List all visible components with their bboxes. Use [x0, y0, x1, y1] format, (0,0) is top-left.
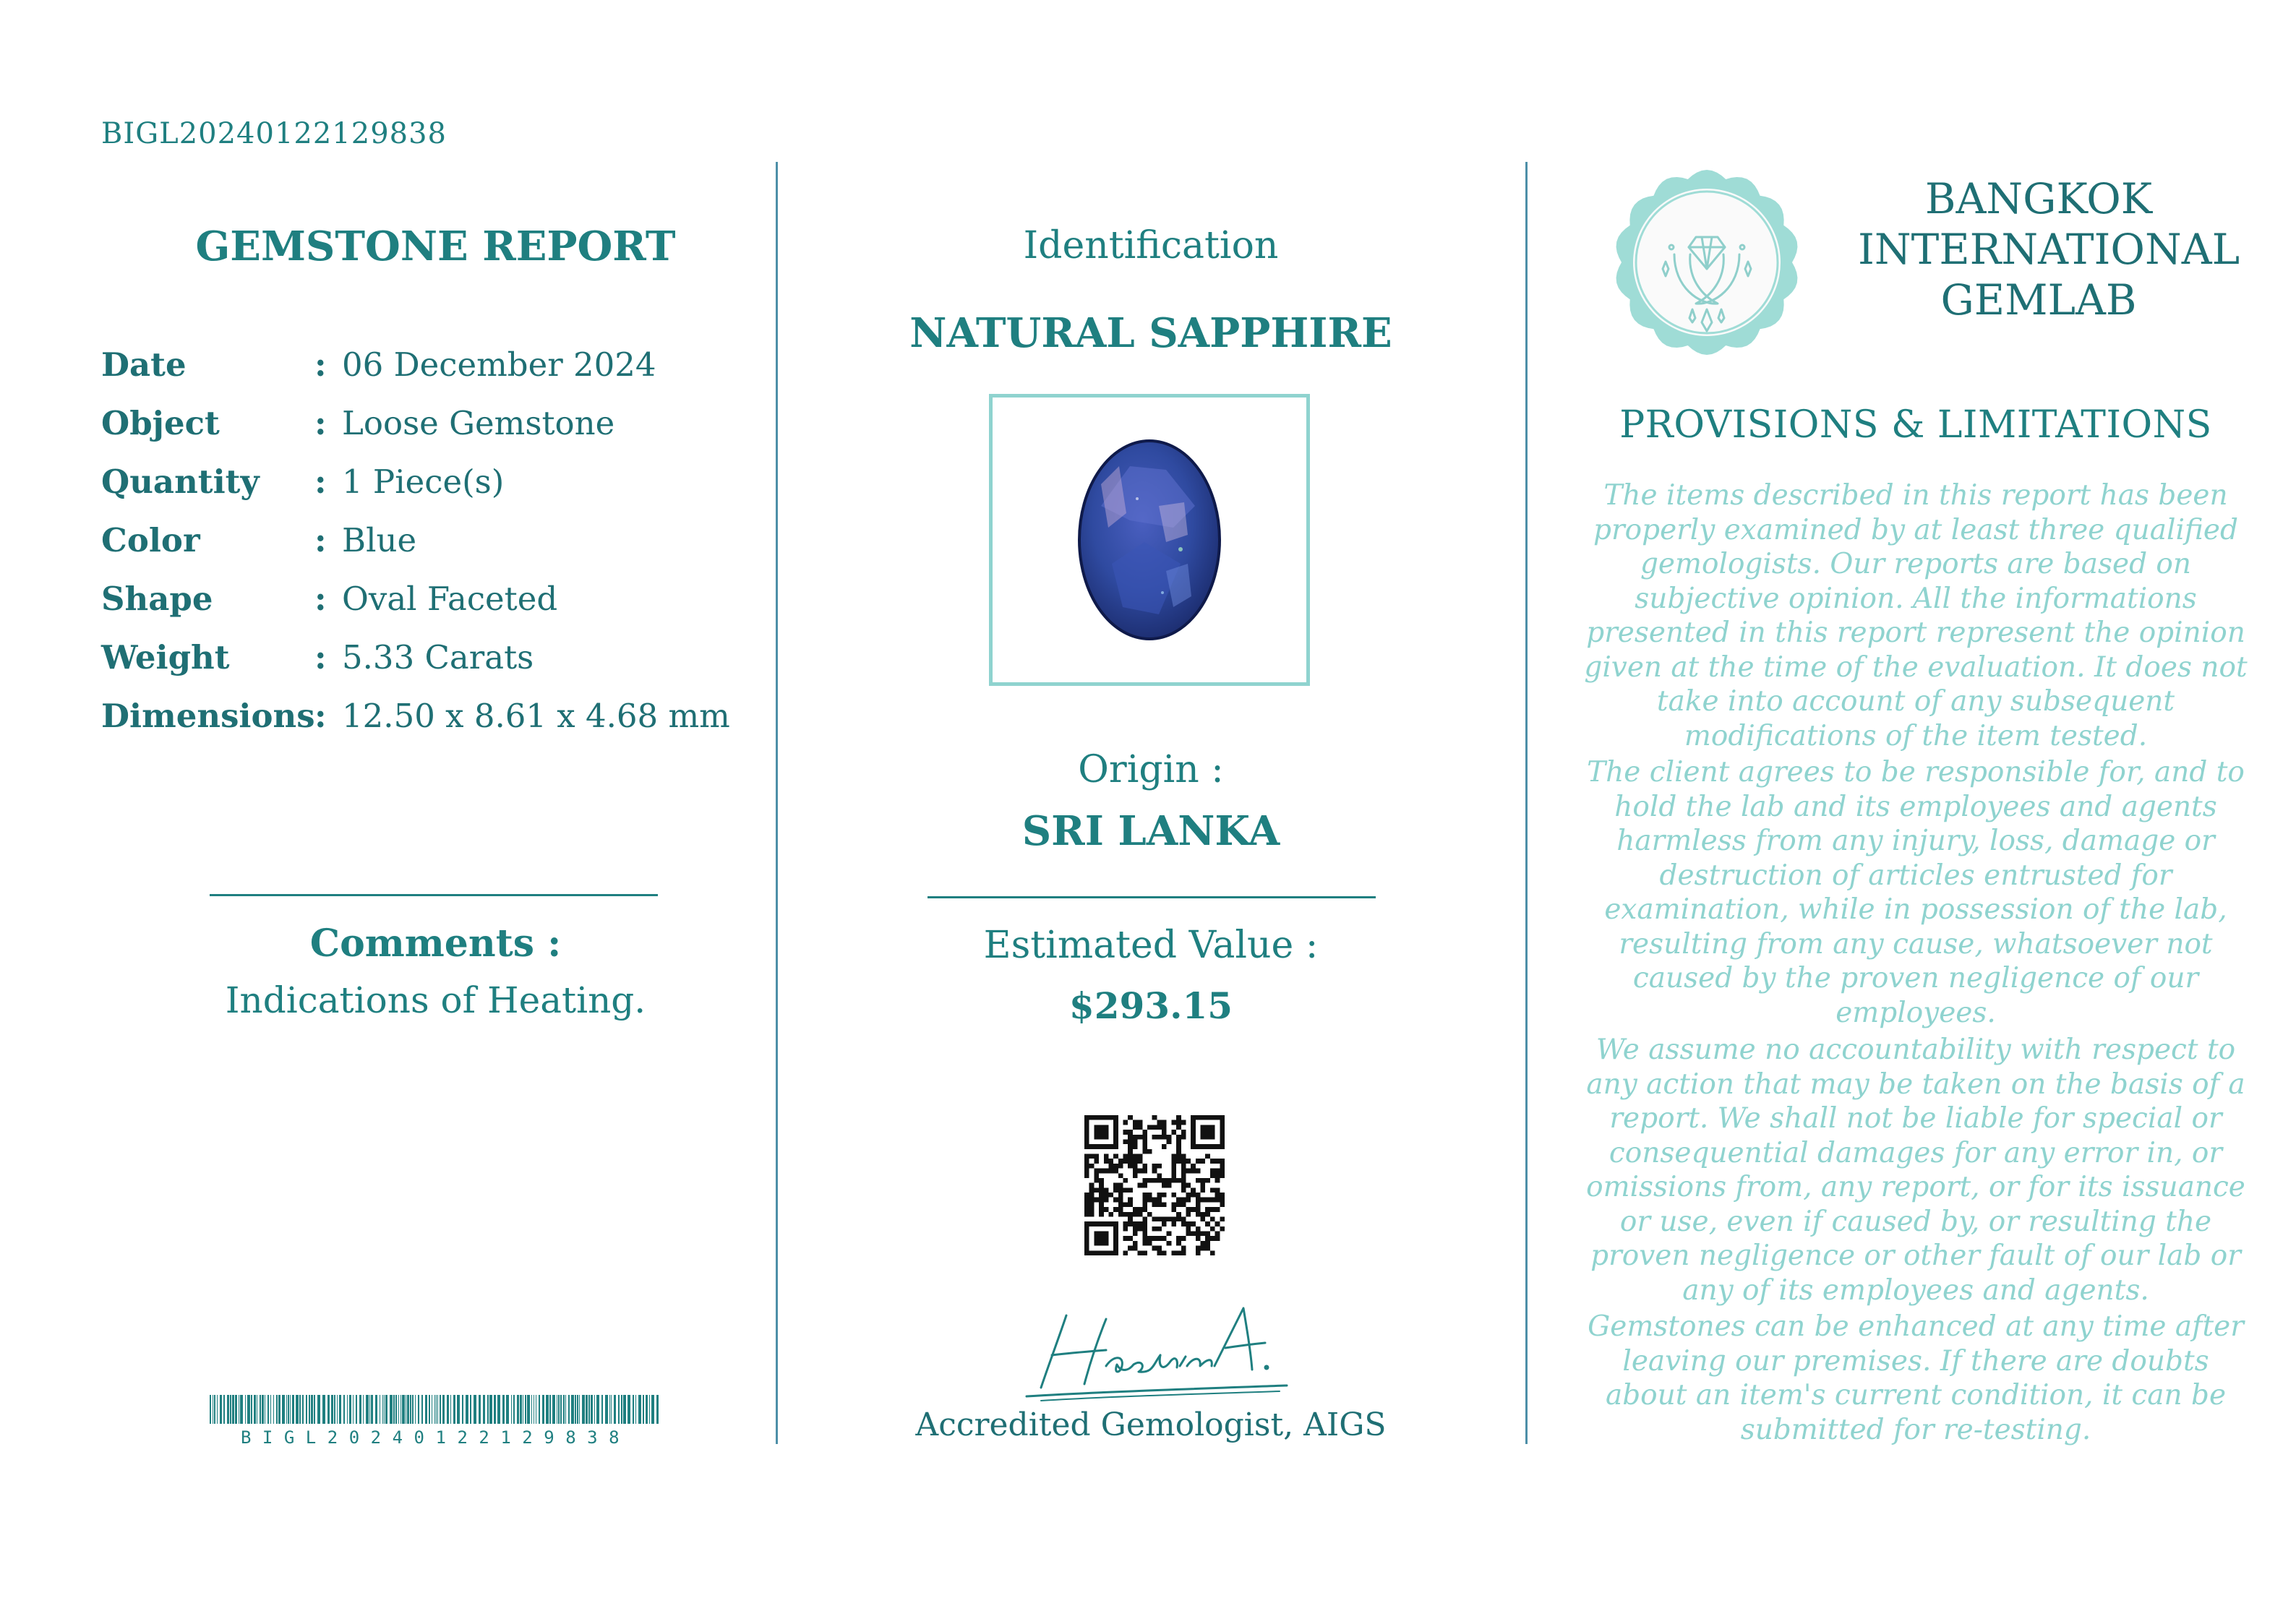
detail-value-shape: Oval Faceted: [342, 580, 558, 618]
column-divider-right: [1525, 162, 1528, 1444]
provisions-paragraph-4: Gemstones can be enhanced at any time after leaving our premises. If there are doubts about an item's current condition, it can be submitted for re-testing.: [1588, 1310, 2244, 1446]
identification-label: Identification: [1023, 224, 1279, 267]
detail-colon: :: [314, 345, 327, 384]
detail-label: Dimensions: [101, 697, 315, 735]
lab-name-line-2: INTERNATIONAL: [1858, 225, 2240, 274]
lab-name-line-3: GEMLAB: [1940, 275, 2137, 325]
comments-title: Comments :: [309, 921, 562, 966]
detail-value-color: Blue: [342, 521, 417, 559]
estimated-value-label: Estimated Value :: [983, 924, 1319, 967]
detail-value-date: 06 December 2024: [342, 345, 656, 384]
provisions-paragraph-3: We assume no accountability with respect to any action that may be taken on the basis of a report. We shall not be liable for special or consequential damages for any error in, or omissions from, any report, or for its issuance or use, even if caused by, or resulting the proven negligence or other fault of our lab or any of its employees and agents.: [1586, 1034, 2245, 1307]
barcode-icon: [210, 1395, 661, 1424]
provisions-paragraph-2: The client agrees to be responsible for, and to hold the lab and its employees and agents harmless from any injury, loss, damage or destruction of articles entrusted for examination, while in possession of the lab, resulting from any cause, whatsoever not caused by the proven negligence of our employees.: [1587, 756, 2245, 1029]
estimated-value-amount: $293.15: [1068, 984, 1233, 1027]
detail-colon: :: [314, 521, 327, 559]
detail-value-object: Loose Gemstone: [342, 404, 615, 442]
detail-label: Color: [101, 521, 200, 559]
detail-value-quantity: 1 Piece(s): [342, 463, 505, 501]
lab-name-line-1: BANGKOK: [1924, 174, 2153, 223]
sapphire-image: [993, 398, 1306, 682]
gemstone-photo-frame: [989, 394, 1310, 686]
detail-label: Object: [101, 404, 220, 442]
lab-name: [1858, 173, 2240, 325]
qr-code-icon[interactable]: [1084, 1115, 1225, 1255]
detail-colon: :: [314, 638, 327, 676]
barcode-number: BIGL20240122129838: [240, 1427, 631, 1448]
detail-label: Weight: [101, 638, 230, 676]
detail-colon: :: [314, 697, 327, 735]
comments-text: Indications of Heating.: [225, 979, 646, 1021]
lab-seal-icon: [1612, 168, 1802, 357]
provisions-paragraph-1: The items described in this report has been properly examined by at least three qualified gemologists. Our reports are based on subjective opinion. All the informations presented in this report represent the opinion given at the time of the evaluation. It does not take into account of any subsequent modifications of the item tested.: [1584, 479, 2248, 752]
identification-value: NATURAL SAPPHIRE: [909, 309, 1392, 357]
gemologist-title: Accredited Gemologist, AIGS: [915, 1406, 1387, 1443]
origin-value: SRI LANKA: [1021, 807, 1280, 855]
detail-colon: :: [314, 404, 327, 442]
detail-label: Quantity: [101, 463, 260, 501]
provisions-title: PROVISIONS & LIMITATIONS: [1619, 403, 2212, 447]
signature-icon: [998, 1286, 1301, 1402]
detail-label: Date: [101, 345, 187, 384]
detail-value-dimensions: 12.50 x 8.61 x 4.68 mm: [342, 697, 730, 735]
detail-label: Shape: [101, 580, 213, 618]
report-reference-number: BIGL20240122129838: [101, 117, 447, 150]
detail-value-weight: 5.33 Carats: [342, 638, 534, 676]
report-title: GEMSTONE REPORT: [195, 223, 676, 270]
detail-colon: :: [314, 463, 327, 501]
value-divider: [928, 896, 1376, 898]
comments-divider: [210, 894, 658, 896]
detail-colon: :: [314, 580, 327, 618]
origin-label: Origin :: [1078, 748, 1224, 791]
